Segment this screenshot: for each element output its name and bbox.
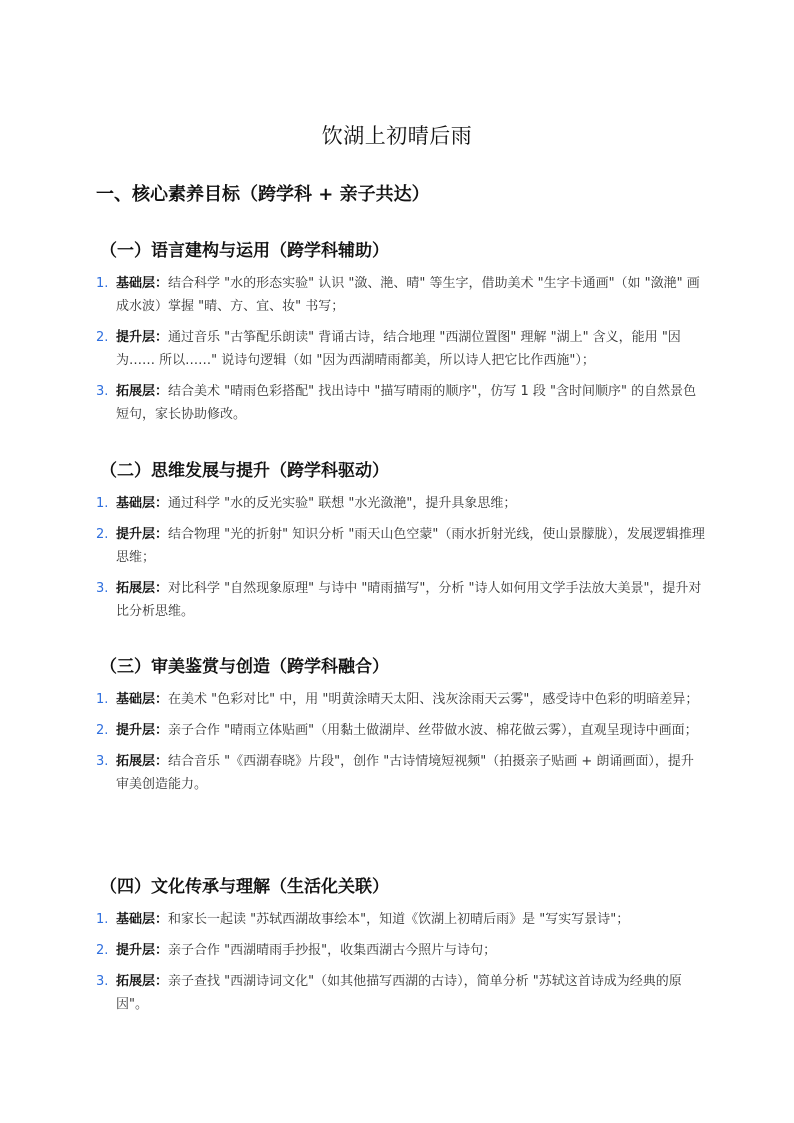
level-label: 提升层： <box>116 943 169 958</box>
document-title: 饮湖上初晴后雨 <box>321 124 473 148</box>
level-label: 拓展层： <box>116 974 169 989</box>
subsection-list-3 <box>96 688 706 804</box>
item-number: 3. <box>96 581 109 596</box>
item-text: 通过科学 "水的反光实验" 联想 "水光潋滟"，提升具象思维； <box>168 496 517 511</box>
item-text: 和家长一起读 "苏轼西湖故事绘本"，知道《饮湖上初晴后雨》是 "写实写景诗"； <box>168 912 630 927</box>
subsection-heading-1: （一）语言建构与运用（跨学科辅助） <box>100 241 389 261</box>
level-label: 基础层： <box>116 496 169 511</box>
item-number: 1. <box>96 692 109 707</box>
level-label: 拓展层： <box>116 384 169 399</box>
item-number: 3. <box>96 974 109 989</box>
item-text: 在美术 "色彩对比" 中，用 "明黄涂晴天太阳、浅灰涂雨天云雾"，感受诗中色彩的明暗差异； <box>168 692 699 707</box>
list-item <box>96 719 706 742</box>
subsection-heading-2: （二）思维发展与提升（跨学科驱动） <box>100 461 389 481</box>
item-number: 1. <box>96 496 109 511</box>
list-item <box>96 523 706 569</box>
subsection-heading-4: （四）文化传承与理解（生活化关联） <box>100 877 389 897</box>
item-number: 1. <box>96 912 109 927</box>
list-item <box>96 750 706 796</box>
subsection-list-2 <box>96 492 706 631</box>
list-item <box>96 326 706 372</box>
section-heading: 一、核心素养目标（跨学科 + 亲子共达） <box>96 184 430 205</box>
list-item <box>96 492 706 515</box>
list-item <box>96 939 706 962</box>
level-label: 基础层： <box>116 912 169 927</box>
item-number: 1. <box>96 276 109 291</box>
list-item <box>96 688 706 711</box>
item-text: 亲子合作 "晴雨立体贴画"（用黏土做湖岸、丝带做水波、棉花做云雾），直观呈现诗中画面； <box>168 723 698 738</box>
level-label: 提升层： <box>116 723 169 738</box>
level-label: 基础层： <box>116 276 169 291</box>
item-text: 对比科学 "自然现象原理" 与诗中 "晴雨描写"，分析 "诗人如何用文学手法放大美景"，提升对比分析思维。 <box>116 581 702 619</box>
item-text: 结合科学 "水的形态实验" 认识 "潋、滟、晴" 等生字，借助美术 "生字卡通画"（如 "潋滟" 画成水波）掌握 "晴、方、宜、妆" 书写； <box>116 276 700 314</box>
list-item <box>96 380 706 426</box>
item-text: 结合音乐 "《西湖春晓》片段"，创作 "古诗情境短视频"（拍摄亲子贴画 + 朗诵画面），提升审美创造能力。 <box>116 754 694 792</box>
list-item <box>96 908 706 931</box>
list-item <box>96 970 706 1016</box>
level-label: 拓展层： <box>116 754 169 769</box>
item-text: 通过音乐 "古筝配乐朗读" 背诵古诗，结合地理 "西湖位置图" 理解 "湖上" 含义，能用 "因为…… 所以……" 说诗句逻辑（如 "因为西湖晴雨都美，所以诗人把它比作西施"）； <box>116 330 681 368</box>
item-text: 结合物理 "光的折射" 知识分析 "雨天山色空蒙"（雨水折射光线，使山景朦胧），发展逻辑推理思维； <box>116 527 705 565</box>
item-number: 3. <box>96 754 109 769</box>
level-label: 基础层： <box>116 692 169 707</box>
item-number: 2. <box>96 527 109 542</box>
item-number: 2. <box>96 943 109 958</box>
list-item <box>96 272 706 318</box>
item-text: 结合美术 "晴雨色彩搭配" 找出诗中 "描写晴雨的顺序"，仿写 1 段 "含时间顺序" 的自然景色短句，家长协助修改。 <box>116 384 697 422</box>
level-label: 提升层： <box>116 527 169 542</box>
subsection-heading-3: （三）审美鉴赏与创造（跨学科融合） <box>100 657 389 677</box>
level-label: 拓展层： <box>116 581 169 596</box>
subsection-list-1 <box>96 272 706 434</box>
subsection-list-4 <box>96 908 706 1024</box>
list-item <box>96 577 706 623</box>
item-number: 2. <box>96 723 109 738</box>
level-label: 提升层： <box>116 330 169 345</box>
item-text: 亲子查找 "西湖诗词文化"（如其他描写西湖的古诗），简单分析 "苏轼这首诗成为经典的原因"。 <box>116 974 682 1012</box>
item-number: 2. <box>96 330 109 345</box>
item-number: 3. <box>96 384 109 399</box>
item-text: 亲子合作 "西湖晴雨手抄报"，收集西湖古今照片与诗句； <box>168 943 497 958</box>
